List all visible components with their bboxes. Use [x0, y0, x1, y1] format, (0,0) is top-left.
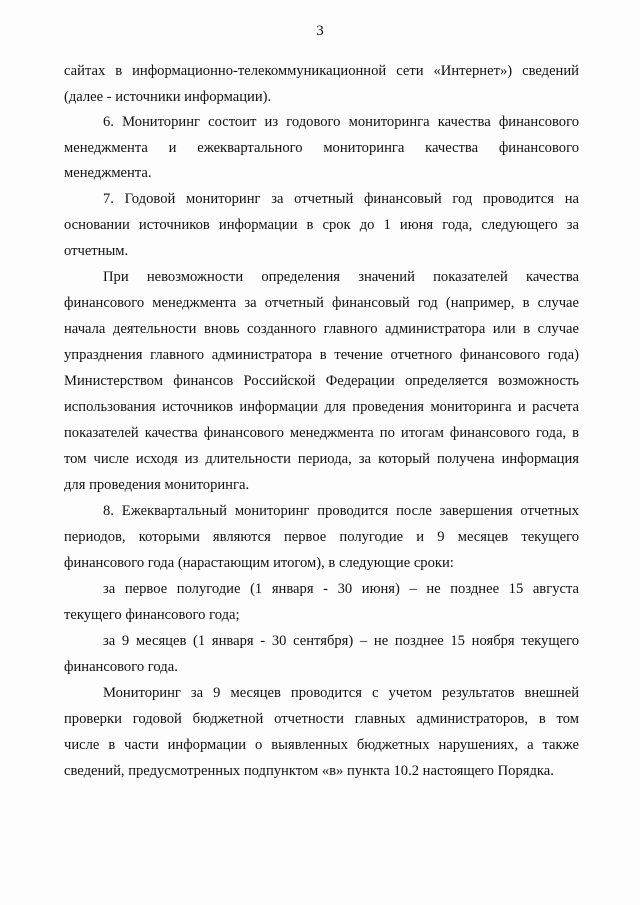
text-line: (далее - источники информации).: [64, 89, 272, 105]
text-line: менеджмента и ежеквартального мониторинга качества финансового: [64, 140, 579, 156]
text-line: 6. Мониторинг состоит из годового мониторинга качества финансового: [103, 114, 579, 130]
text-line: упразднения главного администратора в течение отчетного финансового года): [64, 347, 579, 363]
text-line: сайтах в информационно-телекоммуникационной сети «Интернет») сведений: [64, 63, 579, 79]
text-line: для проведения мониторинга.: [64, 477, 250, 493]
text-line: 7. Годовой мониторинг за отчетный финансовый год проводится на: [103, 191, 579, 207]
text-line: основании источников информации в срок до 1 июня года, следующего за: [64, 217, 579, 233]
text-line: финансового года (нарастающим итогом), в следующие сроки:: [64, 555, 454, 571]
text-line: проверки годовой бюджетной отчетности главных администраторов, в том: [64, 711, 579, 727]
text-line: том числе исходя из длительности периода, за который получена информация: [64, 451, 579, 467]
text-line: за 9 месяцев (1 января - 30 сентября) – не позднее 15 ноября текущего: [103, 633, 579, 649]
text-line: финансового менеджмента за отчетный финансовый год (например, в случае: [64, 295, 579, 311]
page-number: 3: [316, 23, 324, 39]
text-line: финансового года.: [64, 659, 178, 675]
text-line: числе в части информации о выявленных бюджетных нарушениях, а также: [64, 737, 579, 753]
text-line: начала деятельности вновь созданного главного администратора или в случае: [64, 321, 579, 337]
text-line: использования источников информации для проведения мониторинга и расчета: [64, 399, 579, 415]
text-line: 8. Ежеквартальный мониторинг проводится после завершения отчетных: [103, 503, 579, 519]
text-line: текущего финансового года;: [64, 607, 240, 623]
text-line: отчетным.: [64, 243, 129, 259]
text-line: за первое полугодие (1 января - 30 июня) – не позднее 15 августа: [103, 581, 579, 597]
text-line: При невозможности определения значений показателей качества: [103, 269, 579, 285]
text-line: Министерством финансов Российской Федерации определяется возможность: [64, 373, 579, 389]
text-line: показателей качества финансового менеджмента по итогам финансового года, в: [64, 425, 579, 441]
text-line: Мониторинг за 9 месяцев проводится с учетом результатов внешней: [103, 685, 579, 701]
text-line: сведений, предусмотренных подпунктом «в» пункта 10.2 настоящего Порядка.: [64, 763, 554, 779]
text-line: менеджмента.: [64, 165, 152, 181]
text-line: периодов, которыми являются первое полугодие и 9 месяцев текущего: [64, 529, 579, 545]
